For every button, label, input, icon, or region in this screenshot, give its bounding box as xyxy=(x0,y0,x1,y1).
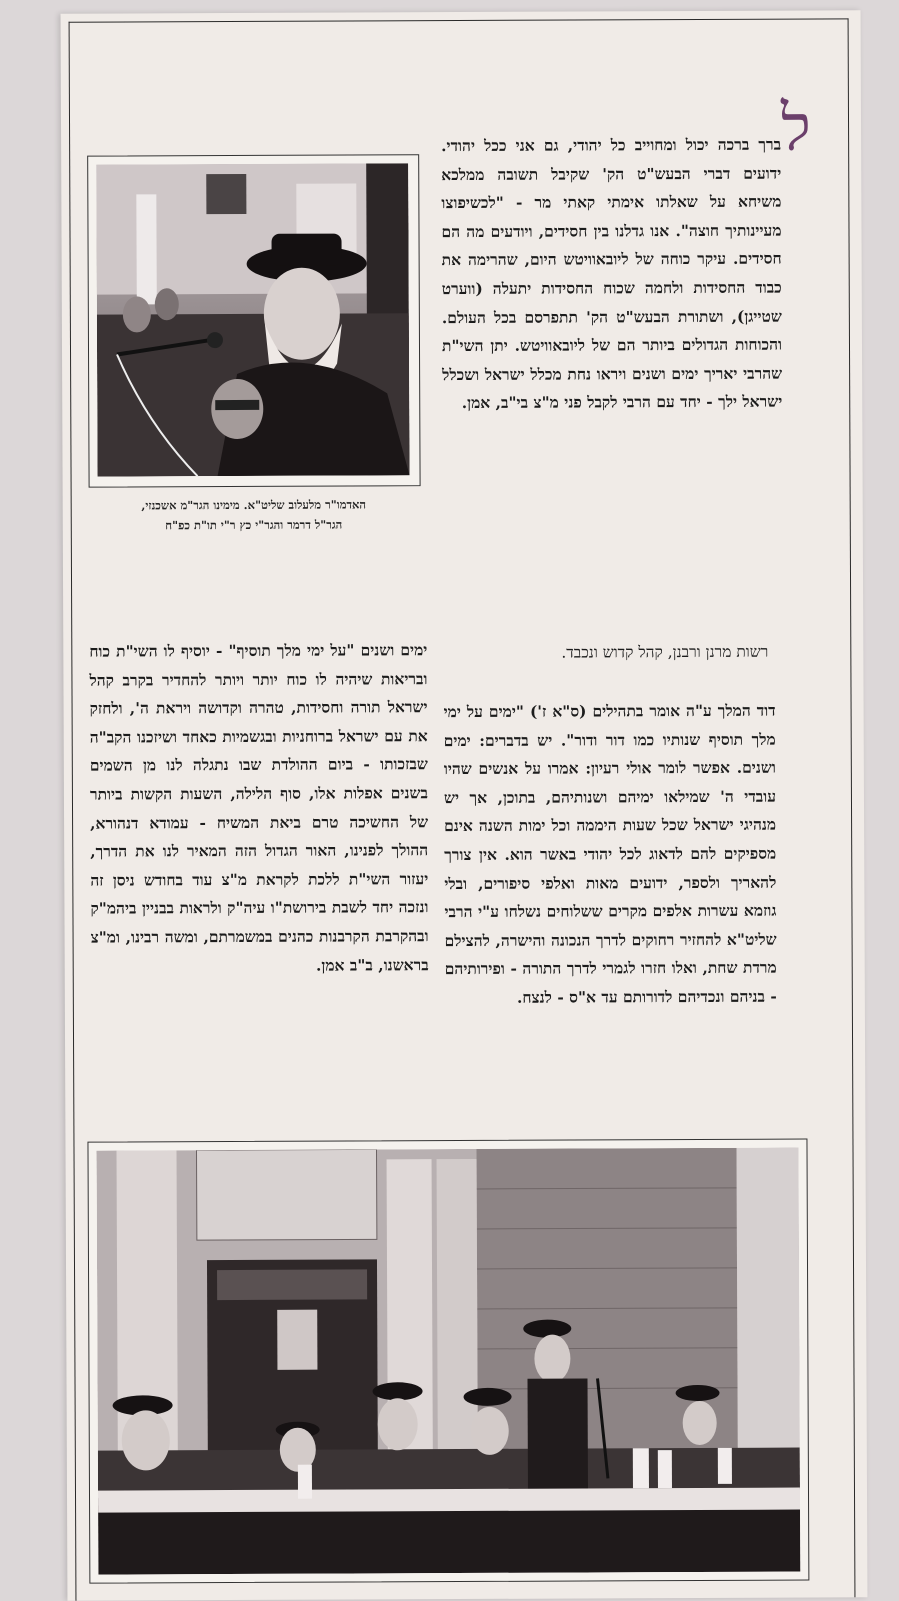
left-column xyxy=(89,636,428,981)
left-lead: ימים ושנים xyxy=(360,640,428,660)
right-paragraph: דוד המלך ע"ה אומר בתהילים (ס"א ז') "ימים על ימי מלך תוסיף שנותיו כמו דור ודור". יש בדברים: ימים ושנים. אפשר לומר אולי רעיון: אמרו על אנשים שהיו עובדי ה' שמילאו ימיהם ושנותיהם, בתוכן, אך יש מנהיגי ישראל שכל שעות היממה וכל ימות השנה אינם מספיקים להם לדאוג לכל יהודי באשר הוא. אין צורך להאריך ולספר, ידועים מאות ואלפי סיפורים, ובלי גוזמא עשרות אלפים מקרים ששלוחים נשלחו ע"י הרבי שליט"א להחזיר רחוקים לדרך הנכונה והישרה, להצילם מרדת שחת, ואלו חזרו לגמרי לדרך התורה - ופירותיהם - בניהם ונכדיהם לדורותם עד א"ס - לנצח. xyxy=(443,700,777,1007)
rabbi-speaking-image xyxy=(96,163,409,476)
intro-paragraph: ברך ברכה יכול ומחוייב כל יהודי, גם אני ככל יהודי. ידועים דברי הבעש"ט הק' שקיבל תשובה ממלכא משיחא על שאלתו אימתי קאתי מר - "לכשיפוצו מעיינותיך חוצה". אנו גדלנו בין חסידים, ויודעים מה הם חסידים. עיקר כוחה של ליובאוויטש היום, שהרימה את כבוד החסידות ולחמה שכוח החסידות יתעלה (ווערט שטייגן), ושתורת הבעש"ט הק' תתפרסם בכל העולם. והכוחות הגדולים ביותר הם של ליובאוויטש. יתן השי"ת שהרבי יאריך ימים ושנים ויראו נחת מכלל ישראל ושכלל ישראל ילך - יחד עם הרבי לקבל פני מ"צ בי"ב, אמן. xyxy=(441,134,783,413)
gathering-image xyxy=(97,1148,801,1575)
drop-cap: ל xyxy=(780,91,812,166)
photo-bottom-frame xyxy=(87,1139,809,1584)
intro-column xyxy=(441,131,782,418)
photo-top xyxy=(96,163,409,476)
left-paragraph xyxy=(89,636,428,981)
greeting: רשות מרנן ורבנן, קהל קדוש ונכבד. xyxy=(561,642,769,662)
caption-line-1: האדמו"ר מלעלוב שליט"א. מימינו הגר"מ אשכנזי, xyxy=(141,497,367,513)
newspaper-page xyxy=(61,10,868,1600)
photo-top-frame xyxy=(87,154,420,487)
right-column xyxy=(444,697,777,1013)
photo-top-caption xyxy=(89,494,419,535)
left-body: "על ימי מלך תוסיף" - יוסיף לו השי"ת כוח ובריאות שיהיה לו כוח יותר ויותר להחדיר בקרב קהל ישראל תורה וחסידות, טהרה וקדושה ויראת ה', ולחזק את עם ישראל ברוחניות ובגשמיות כאחד ושיזכנו הקב"ה שבזכותו - ביום ההולדת שבו נתגלה לנו מן השמים בשנים אפלות אלו, סוף הלילה, השעות הקשות ביותר של החשיכה טרם ביאת המשיח - עמודא דנהורא, ההולך לפנינו, האור הגדול הזה המאיר לנו את הדרך, יעזור השי"ת ללכת לקראת מ"צ עוד בחודש ניסן זה ונזכה יחד לשבת בירושת"ו עיה"ק ולראות בבניין ביהמ"ק ובהקרבת הקרבנות כהנים במשמרתם, ומשה רבינו, ומ"צ בראשנו, ב"ב אמן. xyxy=(89,640,429,975)
caption-line-2: הגר"ל דרמר והגר"י כץ ר"י תו"ת כפ"ח xyxy=(165,517,343,533)
photo-bottom xyxy=(97,1148,801,1575)
